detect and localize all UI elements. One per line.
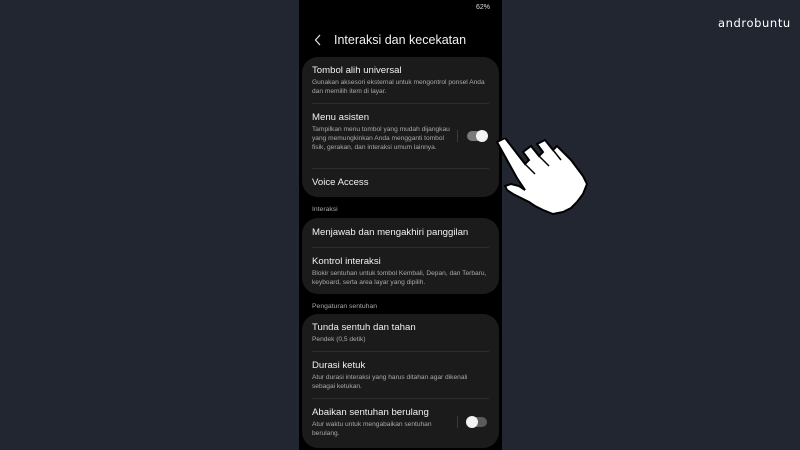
item-subtitle: Atur waktu untuk mengabaikan sentuhan berulang. bbox=[312, 421, 432, 437]
item-title: Voice Access bbox=[312, 177, 369, 188]
abaikan-sentuhan-toggle[interactable] bbox=[467, 417, 487, 427]
vertical-separator bbox=[457, 130, 458, 142]
item-subtitle: Blokir sentuhan untuk tombol Kembali, Depan, dan Terbaru, keyboard, serta area layar yang dipilih. bbox=[312, 270, 487, 286]
item-title: Menjawab dan mengakhiri panggilan bbox=[312, 227, 469, 238]
vertical-separator bbox=[457, 416, 458, 428]
toggle-knob bbox=[476, 130, 488, 142]
toggle-knob bbox=[466, 416, 478, 428]
item-title: Menu asisten bbox=[312, 112, 370, 123]
phone-screen bbox=[299, 0, 502, 450]
list-item-durasi-ketuk[interactable] bbox=[302, 352, 499, 399]
settings-card-interaksi bbox=[302, 218, 499, 294]
pointing-hand-cursor-icon bbox=[495, 138, 595, 218]
menu-asisten-toggle[interactable] bbox=[467, 131, 487, 141]
list-item-tombol-alih-universal[interactable] bbox=[302, 57, 499, 104]
list-item-menu-asisten[interactable] bbox=[302, 104, 499, 169]
section-label-pengaturan-sentuhan: Pengaturan sentuhan bbox=[312, 303, 378, 310]
androbuntu-watermark: androbuntu bbox=[718, 16, 791, 30]
item-title: Durasi ketuk bbox=[312, 360, 366, 371]
item-subtitle: Tampilkan menu tombol yang mudah dijangkau yang memungkinkan Anda mengganti tombol fisik, gerakan, dan interaksi umum lainnya. bbox=[312, 126, 450, 151]
item-title: Tombol alih universal bbox=[312, 65, 402, 76]
list-item-voice-access[interactable] bbox=[302, 169, 499, 197]
page-header bbox=[311, 33, 466, 47]
item-title: Abaikan sentuhan berulang bbox=[312, 407, 429, 418]
item-subtitle: Gunakan aksesori eksternal untuk mengontrol ponsel Anda dan memilih item di layar. bbox=[312, 79, 485, 95]
page-title: Interaksi dan kecekatan bbox=[334, 33, 467, 47]
item-title: Tunda sentuh dan tahan bbox=[312, 322, 416, 333]
item-title: Kontrol interaksi bbox=[312, 256, 381, 267]
toggle-container bbox=[457, 130, 487, 142]
item-subtitle: Pendek (0,5 detik) bbox=[312, 336, 366, 343]
list-item-tunda-sentuh[interactable] bbox=[302, 314, 499, 352]
settings-card-accessibility bbox=[302, 57, 499, 197]
settings-card-pengaturan-sentuhan bbox=[302, 314, 499, 448]
item-subtitle: Atur durasi interaksi yang harus ditahan agar dikenali sebagai ketukan. bbox=[312, 374, 468, 390]
list-item-menjawab-panggilan[interactable] bbox=[302, 218, 499, 248]
list-item-kontrol-interaksi[interactable] bbox=[302, 248, 499, 294]
toggle-container bbox=[457, 416, 487, 428]
back-button[interactable] bbox=[311, 33, 325, 47]
list-item-abaikan-sentuhan[interactable] bbox=[302, 399, 499, 448]
chevron-left-icon bbox=[314, 34, 322, 46]
section-label-interaksi: Interaksi bbox=[312, 206, 338, 213]
battery-percentage: 62% bbox=[475, 4, 490, 11]
